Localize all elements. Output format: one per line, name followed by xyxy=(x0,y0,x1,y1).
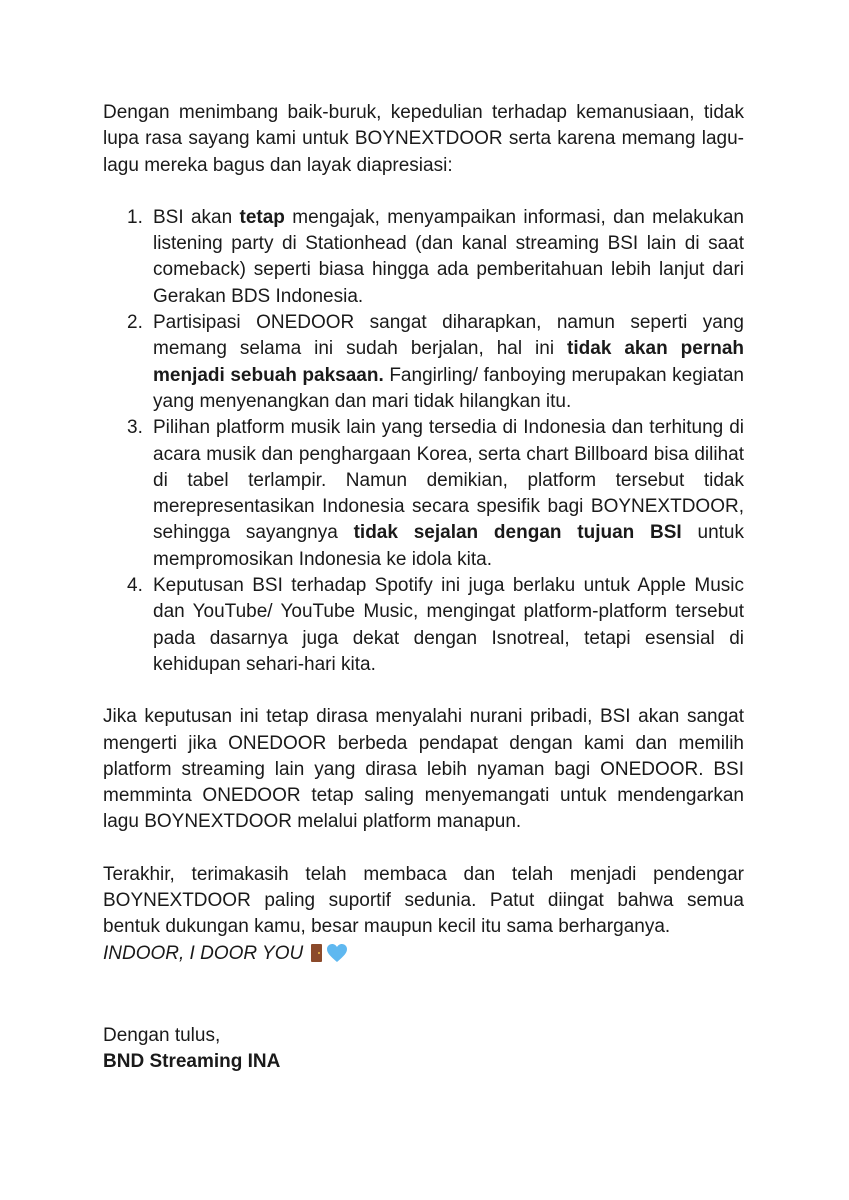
closing-text: Dengan tulus, xyxy=(103,1024,221,1046)
list-text-bold: tetap xyxy=(239,206,285,228)
paragraph-3: Terakhir, terimakasih telah membaca dan telah menjadi pendengar BOYNEXTDOOR paling suportif sedunia. Patut diingat bahwa semua bentuk dukungan kamu, besar maupun kecil itu sama berharganya. xyxy=(103,863,744,938)
list-number: 4. xyxy=(127,575,143,597)
tagline: INDOOR, I DOOR YOU xyxy=(103,942,304,964)
list-number: 1. xyxy=(127,206,143,228)
list-text: BSI akan xyxy=(153,206,240,228)
tagline-line xyxy=(103,941,744,971)
list-number: 3. xyxy=(127,417,143,439)
signature-block xyxy=(103,1023,744,1076)
list-item xyxy=(127,573,744,678)
signature-name: BND Streaming INA xyxy=(103,1051,281,1073)
points-list xyxy=(103,205,744,678)
list-number: 2. xyxy=(127,312,143,334)
list-text: Partisipasi ONEDOOR sangat diharapkan, namun seperti yang memang selama ini sudah berjalan, hal ini xyxy=(153,312,744,360)
light-blue-heart-icon xyxy=(326,943,348,971)
list-text: Fangirling/ fanboying merupakan kegiatan yang menyenangkan dan mari tidak hilangkan itu. xyxy=(153,364,744,412)
list-item xyxy=(127,205,745,310)
list-text: mengajak, menyampaikan informasi, dan melakukan listening party di Stationhead (dan kanal streaming BSI lain di saat comeback) seperti biasa hingga ada pemberitahuan lebih lanjut dari Gerakan BDS Indonesia. xyxy=(153,206,745,307)
intro-paragraph: Dengan menimbang baik-buruk, kepedulian terhadap kemanusiaan, tidak lupa rasa sayang kami untuk BOYNEXTDOOR serta karena memang lagu-lagu mereka bagus dan layak diapresiasi: xyxy=(103,102,744,176)
list-text: Keputusan BSI terhadap Spotify ini juga berlaku untuk Apple Music dan YouTube/ YouTube Music, mengingat platform-platform tersebut pada dasarnya juga dekat dengan Isnotreal, tetapi esensial di kehidupan sehari-hari kita. xyxy=(153,575,744,675)
paragraph-2: Jika keputusan ini tetap dirasa menyalahi nurani pribadi, BSI akan sangat mengerti jika ONEDOOR berbeda pendapat dengan kami dan memilih platform streaming lain yang dirasa lebih nyaman bagi ONEDOOR. BSI memminta ONEDOOR tetap saling menyemangati untuk mendengarkan lagu BOYNEXTDOOR melalui platform manapun. xyxy=(103,706,744,833)
list-text: untuk mempromosikan Indonesia ke idola kita. xyxy=(153,522,744,570)
list-text-bold: tidak akan pernah menjadi sebuah paksaan. xyxy=(153,338,744,386)
list-text-bold: tidak sejalan dengan tujuan BSI xyxy=(353,522,682,544)
door-icon xyxy=(311,944,322,962)
list-item xyxy=(127,415,744,573)
list-text: Pilihan platform musik lain yang tersedia di Indonesia dan terhitung di acara musik dan penghargaan Korea, serta chart Billboard bisa dilihat di tabel terlampir. Namun demikian, platform tersebut tidak merepresentasikan Indonesia secara spesifik bagi BOYNEXTDOOR, sehingga sayangnya xyxy=(153,417,744,544)
letter-page xyxy=(103,100,744,1076)
list-item xyxy=(127,310,744,415)
